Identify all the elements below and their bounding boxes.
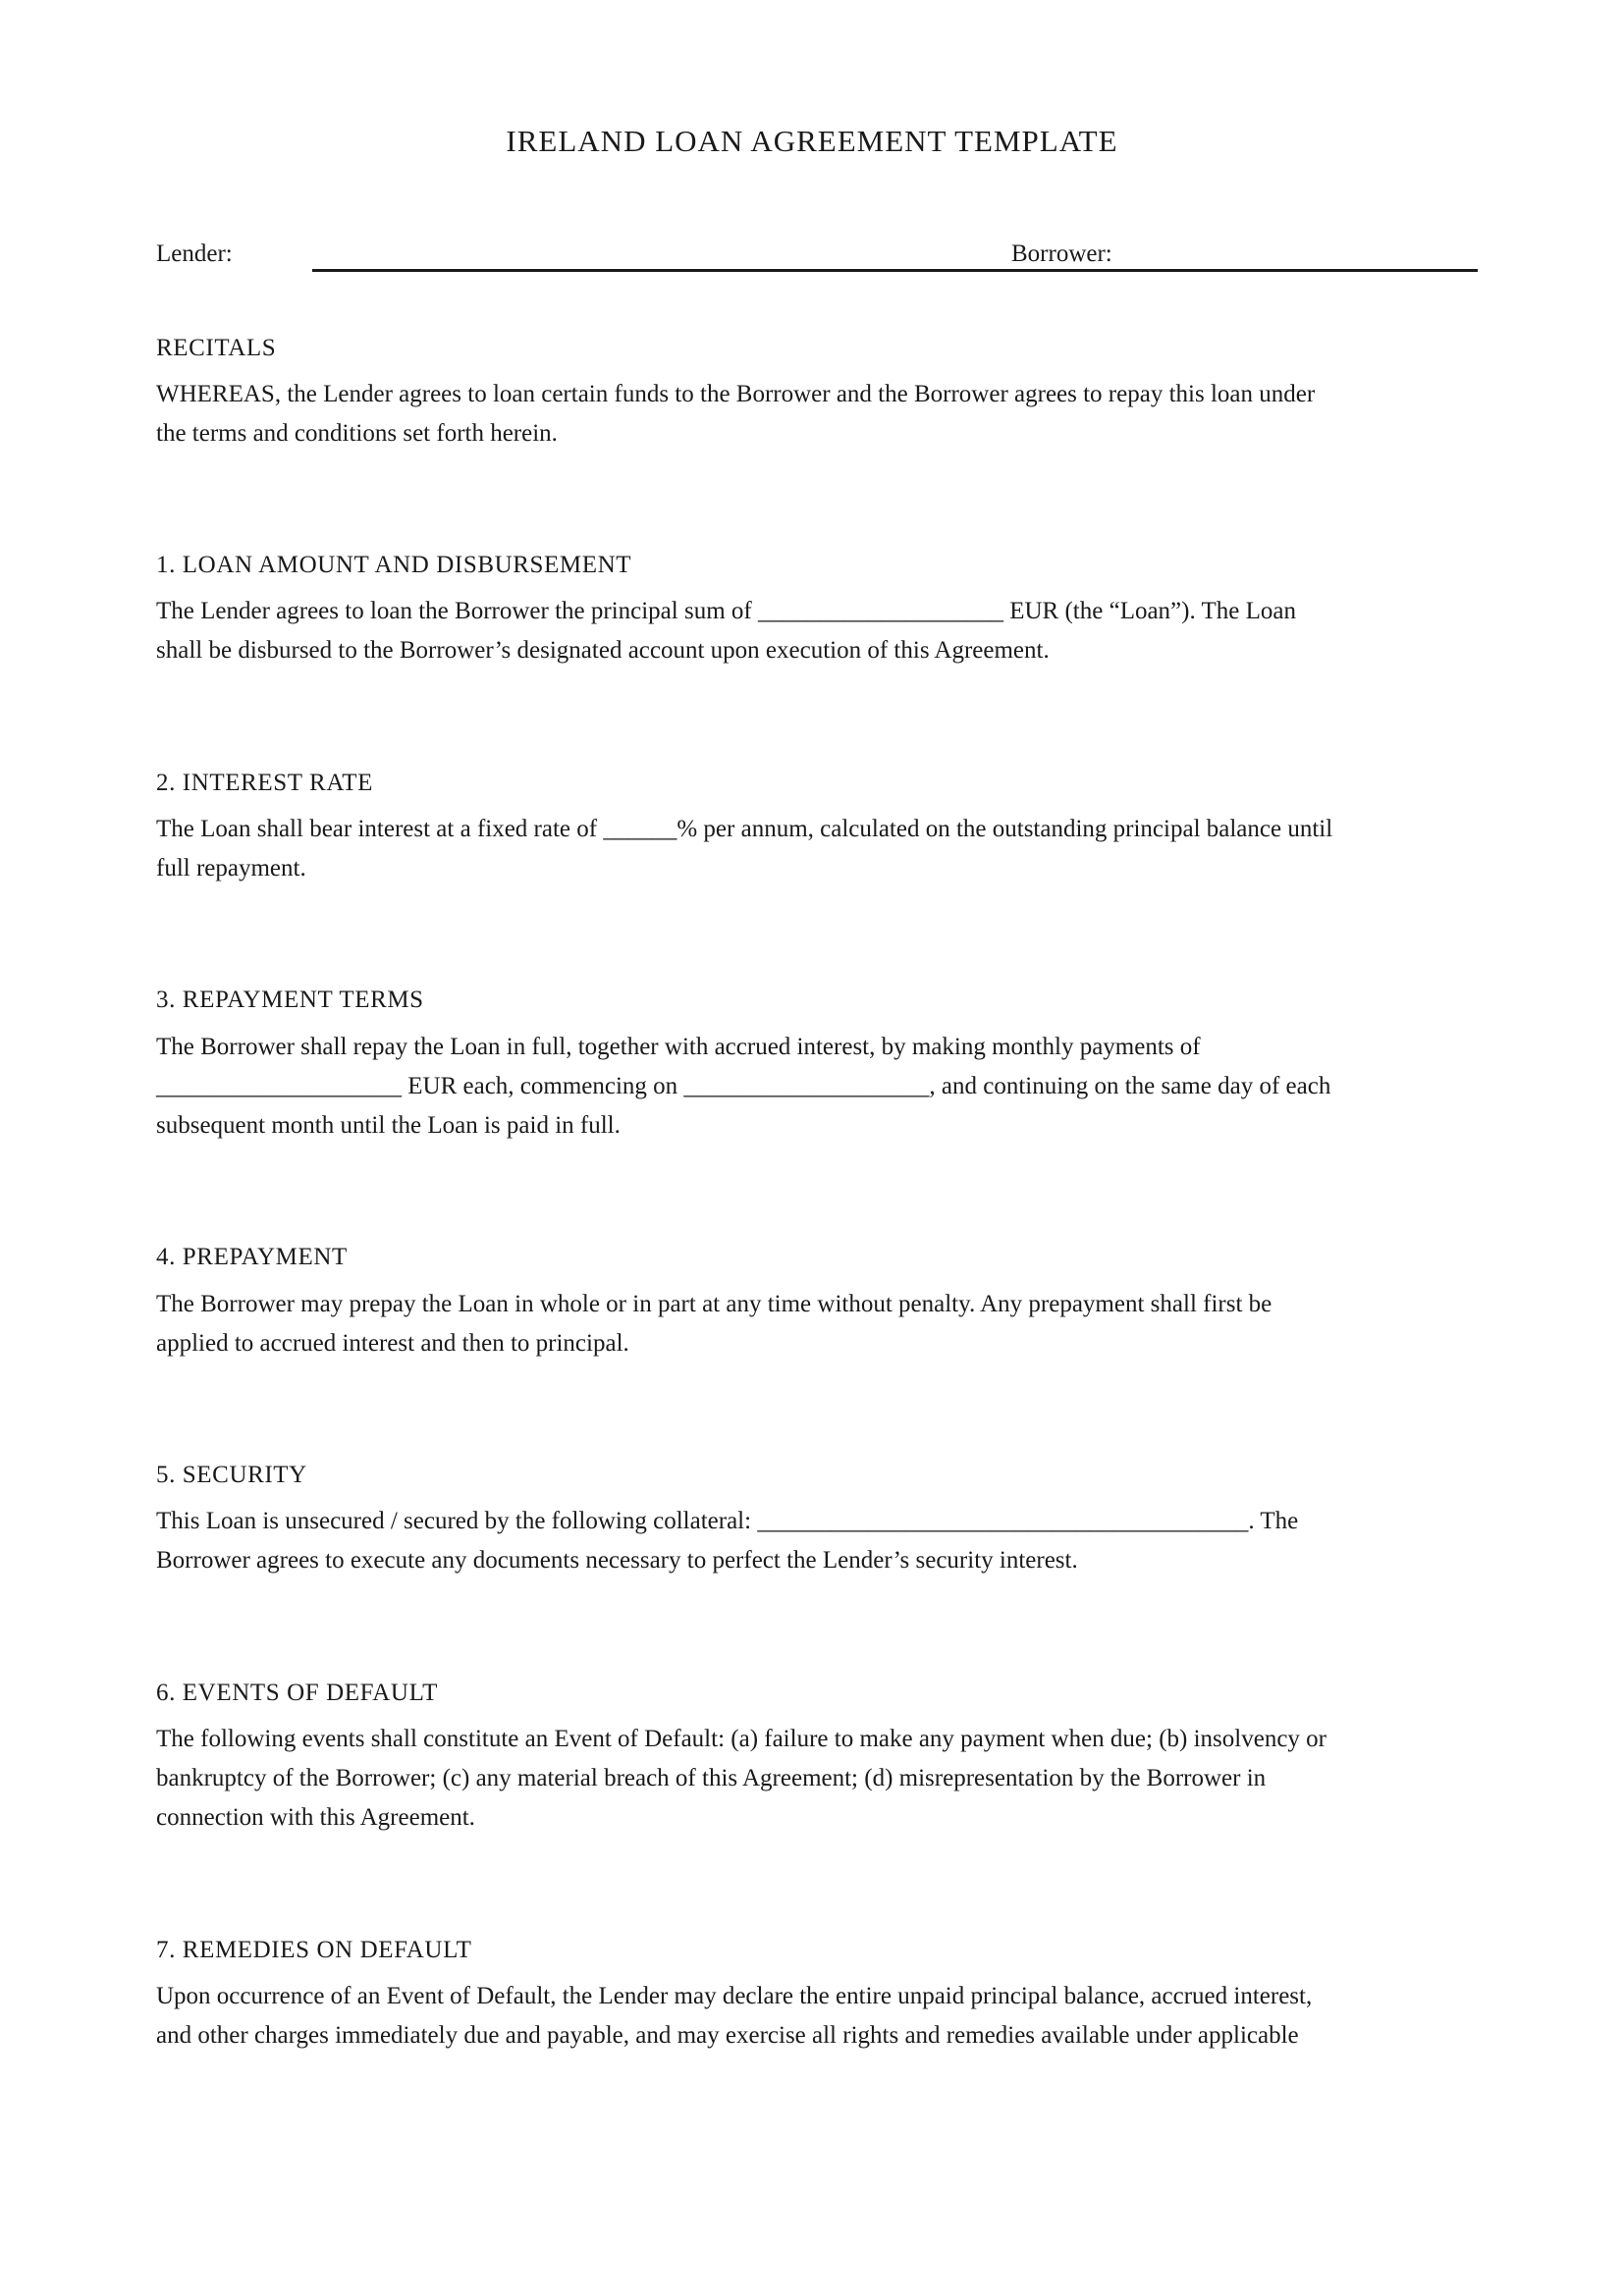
section-line: This Loan is unsecured / secured by the following collateral: ________________________________________. The [156,1508,1299,1534]
section-line: and other charges immediately due and payable, and may exercise all rights and remedies available under applicable [156,2022,1299,2049]
section-heading-prepayment: 4. PREPAYMENT [156,1244,348,1270]
recitals-heading: RECITALS [156,335,277,361]
section-line: Borrower agrees to execute any documents necessary to perfect the Lender’s security interest. [156,1547,1078,1574]
document-title: IRELAND LOAN AGREEMENT TEMPLATE [506,124,1118,158]
section-body-loan-amount [156,592,1482,670]
lender-label: Lender: [156,240,233,267]
section-body-security [156,1502,1482,1580]
section-line: shall be disbursed to the Borrower’s designated account upon execution of this Agreement. [156,637,1050,664]
section-heading-remedies: 7. REMEDIES ON DEFAULT [156,1937,472,1963]
recitals-body [156,375,1482,454]
section-heading-events-of-default: 6. EVENTS OF DEFAULT [156,1680,439,1706]
section-body-repayment-terms [156,1028,1482,1146]
section-body-interest-rate [156,810,1482,888]
section-line: The Lender agrees to loan the Borrower the principal sum of ____________________ EUR (the “Loan”). The Loan [156,598,1297,624]
section-heading-security: 5. SECURITY [156,1462,307,1488]
party-signature-line[interactable] [312,269,1478,272]
section-body-prepayment [156,1285,1482,1363]
section-heading-loan-amount: 1. LOAN AMOUNT AND DISBURSEMENT [156,552,632,578]
section-heading-repayment-terms: 3. REPAYMENT TERMS [156,987,424,1013]
section-line: The Loan shall bear interest at a fixed rate of ______% per annum, calculated on the outstanding principal balance until [156,816,1333,842]
section-line: bankruptcy of the Borrower; (c) any material breach of this Agreement; (d) misrepresentation by the Borrower in [156,1765,1267,1791]
section-heading-interest-rate: 2. INTEREST RATE [156,770,373,796]
recitals-line: WHEREAS, the Lender agrees to loan certain funds to the Borrower and the Borrower agrees to repay this loan under [156,381,1316,407]
section-body-remedies [156,1977,1482,2056]
section-line: ____________________ EUR each, commencing on ____________________, and continuing on the same day of each [156,1073,1331,1099]
section-line: full repayment. [156,855,306,881]
section-line: The Borrower shall repay the Loan in full, together with accrued interest, by making monthly payments of [156,1034,1201,1060]
section-body-events-of-default [156,1720,1482,1838]
section-line: connection with this Agreement. [156,1804,475,1831]
section-line: applied to accrued interest and then to principal. [156,1330,629,1357]
section-line: The following events shall constitute an Event of Default: (a) failure to make any payment when due; (b) insolvency or [156,1726,1326,1752]
borrower-label: Borrower: [1011,240,1112,267]
section-line: subsequent month until the Loan is paid in full. [156,1112,621,1139]
section-line: The Borrower may prepay the Loan in whole or in part at any time without penalty. Any prepayment shall first be [156,1291,1272,1317]
recitals-line: the terms and conditions set forth herein. [156,420,558,447]
section-line: Upon occurrence of an Event of Default, the Lender may declare the entire unpaid principal balance, accrued interest, [156,1983,1313,2009]
